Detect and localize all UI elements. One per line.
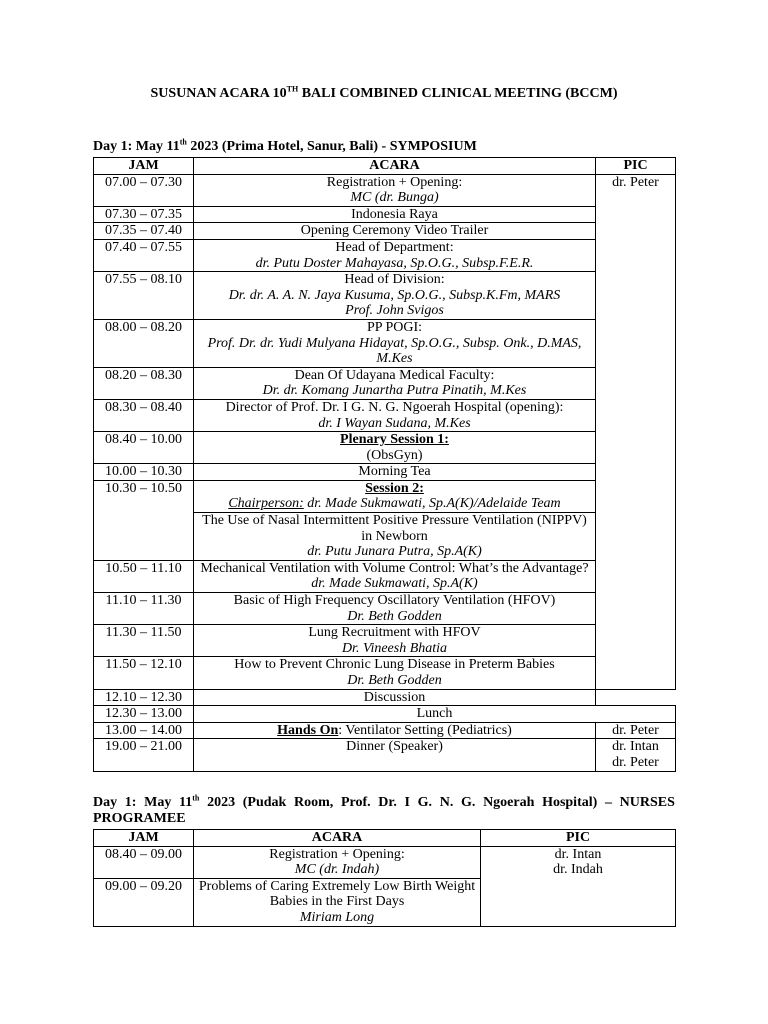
table-row [94,174,676,206]
agenda-cell: Morning Tea [194,464,596,481]
time-cell: 08.20 – 08.30 [94,367,194,399]
time-cell: 11.10 – 11.30 [94,593,194,625]
column-header-pic: PIC [481,830,676,847]
table-header-row [94,830,676,847]
symposium-schedule-table [93,157,676,772]
agenda-cell: Lung Recruitment with HFOV Dr. Vineesh Bhatia [194,625,596,657]
time-cell: 07.30 – 07.35 [94,206,194,223]
column-header-jam: JAM [94,158,194,175]
time-cell: 12.10 – 12.30 [94,689,194,706]
agenda-cell: Opening Ceremony Video Trailer [194,223,596,240]
time-cell: 10.00 – 10.30 [94,464,194,481]
agenda-cell: Indonesia Raya [194,206,596,223]
agenda-cell: PP POGI: Prof. Dr. dr. Yudi Mulyana Hidayat, Sp.O.G., Subsp. Onk., D.MAS, M.Kes [194,319,596,367]
agenda-cell: Problems of Caring Extremely Low Birth Weight Babies in the First Days Miriam Long [194,878,481,926]
agenda-cell: Registration + Opening: MC (dr. Bunga) [194,174,596,206]
nurses-schedule-table [93,829,676,927]
agenda-cell: Hands On: Ventilator Setting (Pediatrics) [194,722,596,739]
table-row [94,706,676,723]
time-cell: 10.30 – 10.50 [94,480,194,560]
agenda-cell: Discussion [194,689,596,706]
column-header-jam: JAM [94,830,194,847]
time-cell: 07.00 – 07.30 [94,174,194,206]
agenda-cell: The Use of Nasal Intermittent Positive Pressure Ventilation (NIPPV) in Newborn dr. Putu Junara Putra, Sp.A(K) [194,513,596,561]
table-row [94,399,676,431]
table-row [94,432,676,464]
table-row [94,480,676,512]
table-row [94,223,676,240]
time-cell: 09.00 – 09.20 [94,878,194,926]
column-header-acara: ACARA [194,158,596,175]
agenda-cell: Lunch [194,706,676,723]
agenda-cell: Registration + Opening: MC (dr. Indah) [194,846,481,878]
time-cell: 11.50 – 12.10 [94,657,194,689]
pic-cell: dr. Intan dr. Indah [481,846,676,926]
time-cell: 07.55 – 08.10 [94,272,194,320]
agenda-cell: Basic of High Frequency Oscillatory Ventilation (HFOV) Dr. Beth Godden [194,593,596,625]
pic-cell: dr. Peter [596,722,676,739]
time-cell: 08.40 – 10.00 [94,432,194,464]
time-cell: 08.30 – 08.40 [94,399,194,431]
table-row [94,739,676,771]
time-cell: 08.40 – 09.00 [94,846,194,878]
page-title: SUSUNAN ACARA 10TH BALI COMBINED CLINICAL MEETING (BCCM) [150,84,618,101]
time-cell: 07.40 – 07.55 [94,239,194,271]
table-row [94,722,676,739]
agenda-cell: How to Prevent Chronic Lung Disease in Preterm Babies Dr. Beth Godden [194,657,596,689]
agenda-cell: Plenary Session 1: (ObsGyn) [194,432,596,464]
table-row [94,206,676,223]
table-row [94,464,676,481]
agenda-cell: Mechanical Ventilation with Volume Control: What’s the Advantage? dr. Made Sukmawati, Sp.A(K) [194,560,596,592]
day1-nurses-heading: Day 1: May 11th 2023 (Pudak Room, Prof. Dr. I G. N. G. Ngoerah Hospital) – NURSES PROGRAMEE [93,793,675,826]
table-row [94,239,676,271]
time-cell: 12.30 – 13.00 [94,706,194,723]
pic-cell: dr. Intan dr. Peter [596,739,676,771]
column-header-pic: PIC [596,158,676,175]
table-row [94,689,676,706]
table-row [94,625,676,657]
column-header-acara: ACARA [194,830,481,847]
table-header-row [94,158,676,175]
time-cell: 07.35 – 07.40 [94,223,194,240]
table-row [94,272,676,320]
time-cell: 08.00 – 08.20 [94,319,194,367]
table-row [94,593,676,625]
time-cell: 13.00 – 14.00 [94,722,194,739]
time-cell: 19.00 – 21.00 [94,739,194,771]
agenda-cell: Director of Prof. Dr. I G. N. G. Ngoerah Hospital (opening): dr. I Wayan Sudana, M.Kes [194,399,596,431]
agenda-cell: Head of Department: dr. Putu Doster Mahayasa, Sp.O.G., Subsp.F.E.R. [194,239,596,271]
agenda-cell: Session 2: Chairperson: dr. Made Sukmawati, Sp.A(K)/Adelaide Team [194,480,596,512]
agenda-cell: Dean Of Udayana Medical Faculty: Dr. dr. Komang Junartha Putra Pinatih, M.Kes [194,367,596,399]
pic-cell: dr. Peter [596,174,676,689]
table-row [94,560,676,592]
table-row [94,367,676,399]
table-row [94,846,676,878]
time-cell: 10.50 – 11.10 [94,560,194,592]
agenda-cell: Dinner (Speaker) [194,739,596,771]
day1-symposium-heading: Day 1: May 11th 2023 (Prima Hotel, Sanur, Bali) - SYMPOSIUM [93,137,477,154]
agenda-cell: Head of Division: Dr. dr. A. A. N. Jaya Kusuma, Sp.O.G., Subsp.K.Fm, MARS Prof. John Svigos [194,272,596,320]
time-cell: 11.30 – 11.50 [94,625,194,657]
table-row [94,319,676,367]
table-row [94,657,676,689]
